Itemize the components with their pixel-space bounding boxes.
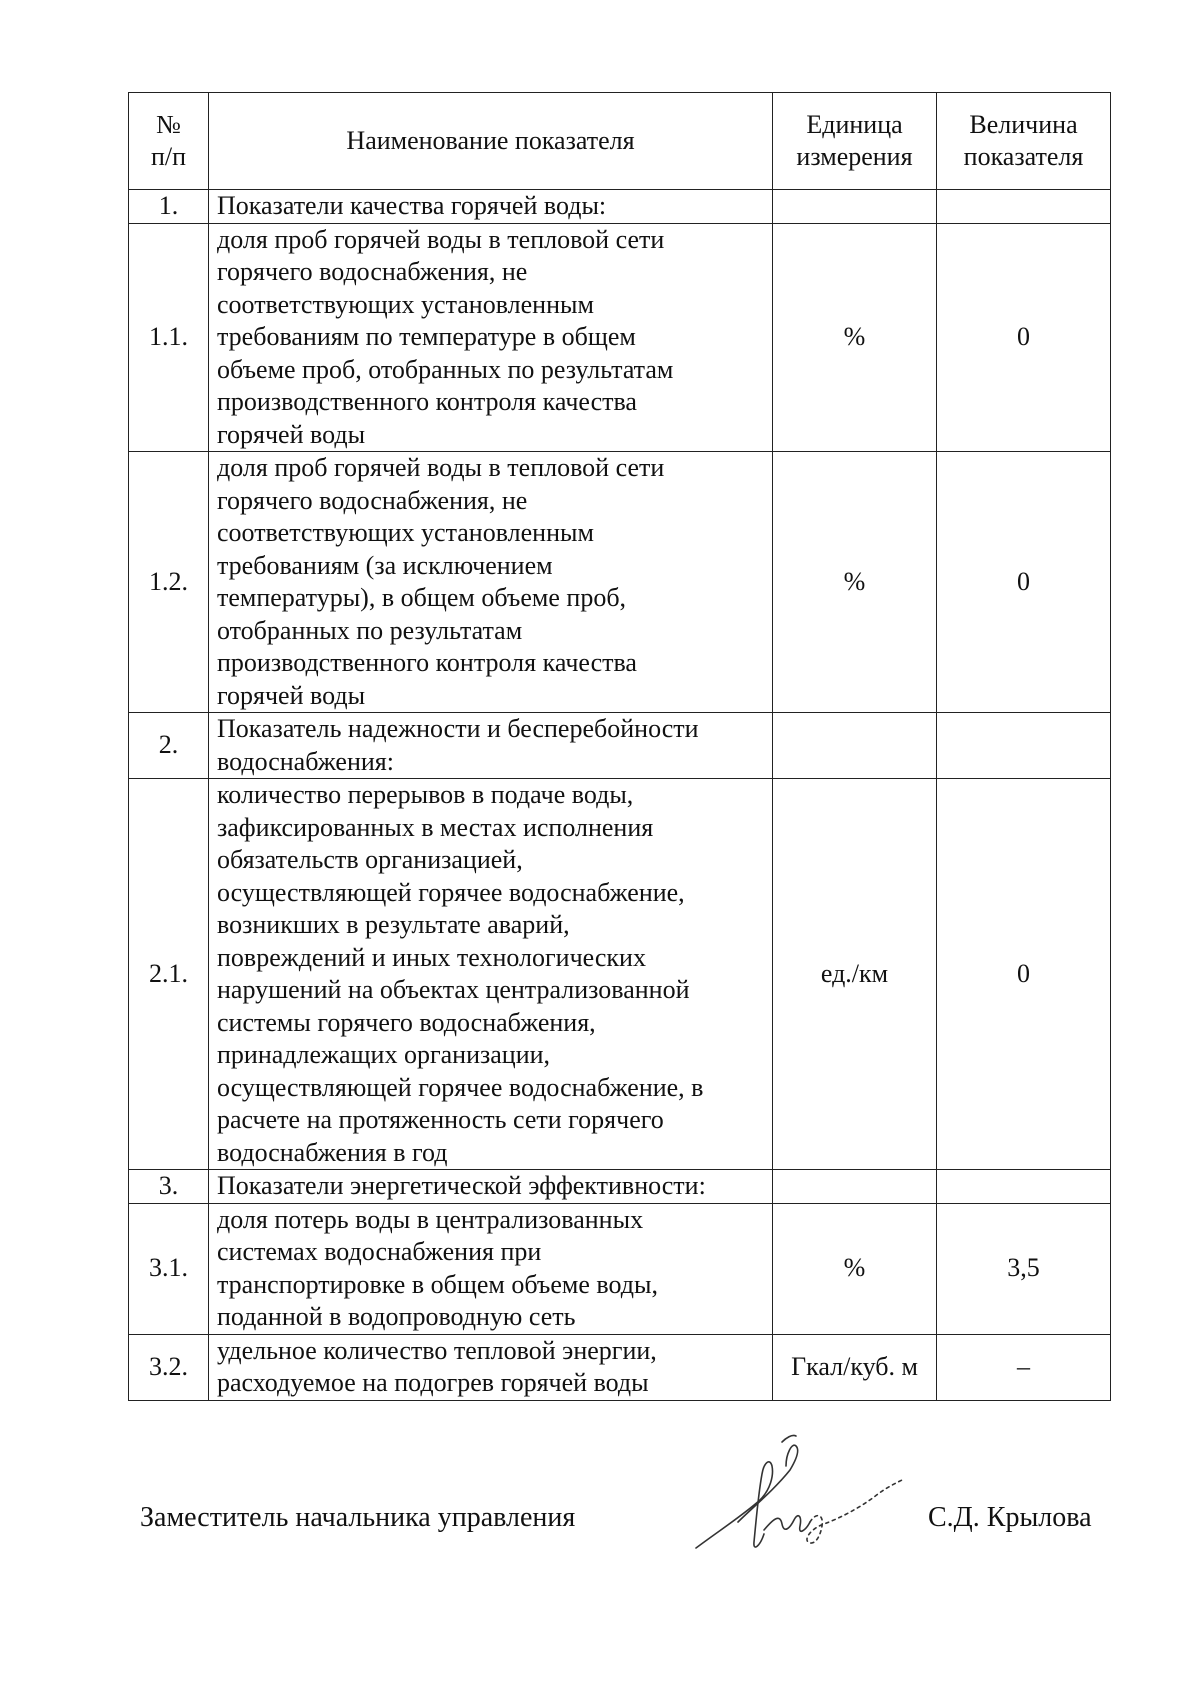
indicators-table [128,92,1111,1401]
row-unit: % [773,223,937,452]
row-number: 1.2. [129,452,209,713]
row-indicator-name: Показатель надежности и бесперебойности водоснабжения: [209,713,773,779]
row-value [937,1170,1111,1204]
row-indicator-name: доля проб горячей воды в тепловой сети горячего водоснабжения, не соответствующих установленным требованиям (за исключением температуры), в общем объеме проб, отобранных по результатам производственного контроля качества горячей воды [209,452,773,713]
signatory-name: С.Д. Крылова [928,1502,1092,1533]
table-row [129,1334,1111,1400]
table-row [129,1170,1111,1204]
row-indicator-name: удельное количество тепловой энергии, расходуемое на подогрев горячей воды [209,1334,773,1400]
row-unit: Гкал/куб. м [773,1334,937,1400]
row-indicator-name: доля проб горячей воды в тепловой сети горячего водоснабжения, не соответствующих установленным требованиям по температуре в общем объеме проб, отобранных по результатам производственного контроля качества горячей воды [209,223,773,452]
header-value: Величина показателя [937,93,1111,190]
row-indicator-name: Показатели энергетической эффективности: [209,1170,773,1204]
row-indicator-name: доля потерь воды в централизованных системах водоснабжения при транспортировке в общем объеме воды, поданной в водопроводную сеть [209,1203,773,1334]
row-number: 2. [129,713,209,779]
row-unit: ед./км [773,779,937,1170]
row-number: 3.2. [129,1334,209,1400]
row-unit [773,1170,937,1204]
row-value [937,190,1111,224]
table-row [129,452,1111,713]
row-number: 1. [129,190,209,224]
table-row [129,223,1111,452]
row-unit [773,190,937,224]
table-header-row [129,93,1111,190]
row-value: – [937,1334,1111,1400]
header-number: № п/п [129,93,209,190]
table-row [129,1203,1111,1334]
row-value [937,713,1111,779]
row-value: 0 [937,779,1111,1170]
header-indicator-name: Наименование показателя [209,93,773,190]
table-row [129,190,1111,224]
row-indicator-name: количество перерывов в подаче воды, зафиксированных в местах исполнения обязательств организацией, осуществляющей горячее водоснабжение, возникших в результате аварий, повреждений и иных технологических нарушений на объектах централизованной системы горячего водоснабжения, принадлежащих организации, осуществляющей горячее водоснабжение, в расчете на протяженность сети горячего водоснабжения в год [209,779,773,1170]
table-row [129,779,1111,1170]
row-number: 2.1. [129,779,209,1170]
row-number: 3. [129,1170,209,1204]
row-indicator-name: Показатели качества горячей воды: [209,190,773,224]
row-unit: % [773,452,937,713]
header-unit: Единица измерения [773,93,937,190]
row-value: 0 [937,452,1111,713]
handwritten-signature [690,1430,910,1580]
row-number: 1.1. [129,223,209,452]
row-value: 0 [937,223,1111,452]
row-value: 3,5 [937,1203,1111,1334]
table-row [129,713,1111,779]
row-unit: % [773,1203,937,1334]
row-unit [773,713,937,779]
signatory-position: Заместитель начальника управления [140,1502,576,1533]
row-number: 3.1. [129,1203,209,1334]
